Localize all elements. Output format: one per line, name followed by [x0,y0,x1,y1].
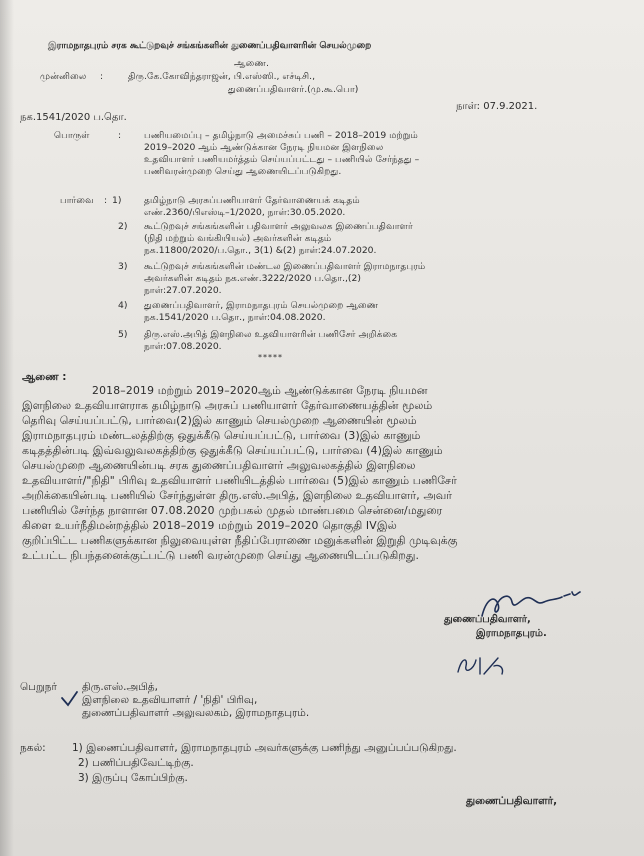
presence-name: திரு.கே.கோவிந்தராஜன், பி.எஸ்ஸி., எச்டிசி., [128,71,315,82]
document-title: இராமநாதபுரம் சரக கூட்டுறவுச் சங்கங்களின் துணைப்பதிவாளரின் செயல்முறை [48,41,372,51]
subject-line: பணியமைப்பு – தமிழ்நாடு அமைச்சுப் பணி – 2018–2019 மற்றும் [144,130,418,141]
recipient-line: துணைப்பதிவாளர் அலுவலகம், இராமநாதபுரம். [82,707,310,719]
recipient-line: திரு.எஸ்.அபித், [82,681,158,693]
copy-label: நகல்: [20,742,46,754]
references-colon: : [104,195,108,206]
tick-mark-icon [60,690,80,708]
reference-line: திரு.எஸ்.அபித் இளநிலை உதவியாளரின் பணிசேர் அறிக்கை [144,329,398,340]
footer-signatory-designation: துணைப்பதிவாளர், [466,795,558,807]
separator-stars: ***** [258,353,283,362]
reference-line: தமிழ்நாடு அரசுப்பணியாளர் தேர்வாணையக் கடிதம் [144,195,360,206]
reference-number-label: 5) [118,329,128,340]
order-line: உதவியாளர்/"நிதி" பிரிவு உதவியாளர் பணியிடத்தில் பார்வை (5)இல் காணும் பணிசேர் [22,474,457,487]
reference-number: நக.1541/2020 ப.தொ. [20,112,127,123]
signatory-place: இராமநாதபுரம். [476,628,547,639]
recipient-line: இளநிலை உதவியாளர் / 'நிதி' பிரிவு, [82,694,258,706]
reference-number-label: 1) [112,195,122,206]
signatory-designation: துணைப்பதிவாளர், [444,614,531,625]
order-line: தெரிவு செய்யப்பட்டு, பார்வை(2)இல் காணும் செயல்முறை ஆணையின் மூலம் [22,414,417,427]
order-line: 2018–2019 மற்றும் 2019–2020ஆம் ஆண்டுக்கான நேரடி நியமன [92,384,428,397]
document-date: நாள்: 07.9.2021. [456,101,538,112]
reference-line: நக.11800/2020/ப.தொ., 3(1) &(2) நாள்:24.07.2020. [144,245,377,256]
reference-number-label: 4) [118,300,128,311]
reference-number-label: 3) [118,261,128,272]
colon: : [100,71,104,82]
references-label: பார்வை [60,195,94,206]
order-line: குறிப்பிட்ட பணிகளுக்கான நிலுவையுள்ள நீதிப்பேராணை மனுக்களின் இறுதி முடிவுக்கு [22,534,458,547]
reference-line: கூட்டுறவுச் சங்கங்களின் மண்டல இணைப்பதிவாளர் இராமநாதபுரம் [144,261,426,272]
order-line: கிளை உயர்நீதிமன்றத்தில் 2018–2019 மற்றும் 2019–2020 தொகுதி IVஇல் [22,519,397,532]
order-line: செயல்முறை ஆணையின்படி சரக துணைப்பதிவாளர் அலுவலகத்தில் இளநிலை [22,459,416,472]
reference-line: கூட்டுறவுச் சங்கங்களின் பதிவாளர் அலுவலக இணைப்பதிவாளர் [144,221,413,232]
reference-number-label: 2) [118,221,128,232]
order-line: பணியில் சேர்ந்த நாளான 07.08.2020 முற்பகல் முதல் மாண்பமை சென்னை/மதுரை [22,504,443,517]
reference-line: (நிதி மற்றும் வங்கியியல்) அவர்களின் கடிதம் [144,233,332,244]
subject-line: பணிவரன்முறை செய்து ஆணையிடப்படுகிறது. [144,166,342,177]
page-edge-shadow [0,0,14,856]
reference-line: துணைப்பதிவாளர், இராமநாதபுரம் செயல்முறை ஆணை [144,300,379,311]
order-word-top: ஆணை. [234,58,269,69]
handwritten-initials [454,652,510,680]
order-line: உட்பட்ட நிபந்தனைக்குட்பட்டு பணி வரன்முறை செய்து ஆணையிடப்படுகிறது. [22,549,420,562]
copy-item: 1) இணைப்பதிவாளர், இராமநாதபுரம் அவர்களுக்கு பணிந்து அனுப்பப்படுகிறது. [72,742,457,754]
recipient-label: பெறுநர் [20,681,57,693]
order-label: ஆணை : [22,371,67,383]
reference-line: நக.1541/2020 ப.தொ., நாள்:04.08.2020. [144,312,326,323]
presence-label: முன்னிலை [40,71,87,82]
subject-label: பொருள் [54,130,90,141]
reference-line: எண்.2360/பிஎஸ்டி–1/2020, நாள்:30.05.2020. [144,207,346,218]
subject-line: 2019–2020 ஆம் ஆண்டுக்கான நேரடி நியமன இளநிலை [144,142,384,153]
presence-title: துணைப்பதிவாளர்.(மு.கூ.பொ) [228,84,359,95]
order-line: இளநிலை உதவியாளராக தமிழ்நாடு அரசுப் பணியாளர் தேர்வாணையத்தின் மூலம் [22,399,433,412]
reference-line: அவர்களின் கடிதம் நக.எண்.3222/2020 ப.தொ.,(2) [144,273,361,284]
subject-line: உதவியாளர் பணியமர்த்தம் செய்யப்பட்டது – பணியில் சேர்ந்தது – [144,154,420,165]
order-line: கடிதத்தின்படி இவ்வலுவலகத்திற்கு ஒதுக்கீடு செய்யப்பட்டு, பார்வை (4)இல் காணும் [22,444,443,457]
order-line: அறிக்கையின்படி பணியில் சேர்ந்துள்ள திரு.எஸ்.அபித், இளநிலை உதவியாளர், அவர் [22,489,453,502]
subject-colon: : [118,130,122,141]
reference-line: நாள்:07.08.2020. [144,341,222,352]
copy-item: 2) பணிப்பதிவேட்டிற்கு. [78,757,194,769]
copy-item: 3) இருப்பு கோப்பிற்கு. [78,772,188,784]
order-line: இராமநாதபுரம் மண்டலத்திற்கு ஒதுக்கீடு செய்யப்பட்டு, பார்வை (3)இல் காணும் [22,429,421,442]
reference-line: நாள்:27.07.2020. [144,285,222,296]
